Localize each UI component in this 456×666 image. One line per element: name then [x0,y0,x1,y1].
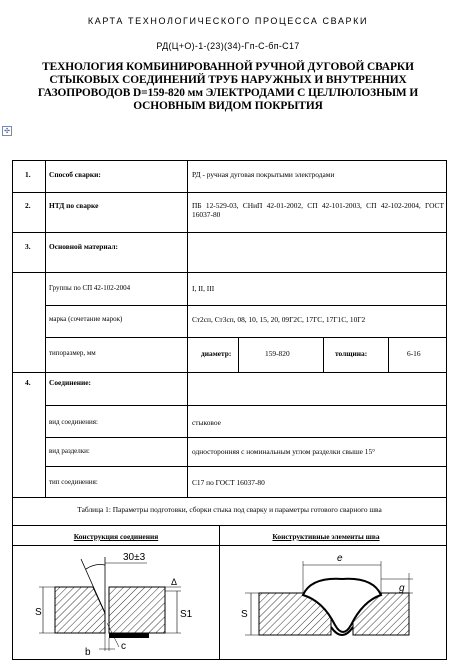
method-label: Способ сварки: [49,170,101,179]
left-plate [55,587,105,633]
title-line: ОСНОВНЫМ ВИДОМ ПОКРЫТИЯ [133,100,323,112]
row-divider [13,192,446,193]
column-divider [187,161,188,497]
groups-value: I, II, III [192,284,215,293]
title-line: ГАЗОПРОВОДОВ D=159-820 мм ЭЛЕКТРОДАМИ С ЦЕЛЛЮЛОЗНЫМ И [37,87,419,99]
method-value: РД - ручная дуговая покрытыми электродами [192,170,335,179]
column-divider [238,337,239,372]
right-plate [109,587,165,633]
standards-label: НТД по сварке [49,201,99,210]
bevel-label: вид разделки: [49,447,90,455]
size-label: типоразмер, мм [49,349,96,357]
standards-value: ПБ 12-529-03, СНиП 42-01-2002, СП 42-101-2003, СП 42-102-2004, ГОСТ 16037-80 [192,201,444,219]
joint-label: Соединение: [49,378,92,387]
diameter-label: диаметр: [201,349,232,358]
column-divider [219,525,220,659]
column-divider [45,161,46,497]
row-divider [13,272,446,273]
s1-label: S1 [180,609,193,620]
row-divider [45,337,446,338]
process-code: РД(Ц+О)-1-(23)(34)-Гп-С-бп-С17 [156,41,300,51]
weld-elements-drawing [223,547,443,659]
row-number: 2. [25,201,31,210]
row-divider [13,545,446,546]
material-label: Основной материал: [49,242,118,251]
title-line: ТЕХНОЛОГИЯ КОМБИНИРОВАННОЙ РУЧНОЙ ДУГОВОЙ СВАРКИ [42,61,414,73]
weld-elements-heading: Конструктивные элементы шва [272,532,380,541]
grades-value: Ст2сп, Ст3сп, 08, 10, 15, 20, 09Г2С, 17ГС, 17Г1С, 10Г2 [192,315,366,324]
angle-label: 30±3 [123,552,146,563]
move-handle-icon[interactable]: ✣ [2,126,12,136]
card-title: КАРТА ТЕХНОЛОГИЧЕСКОГО ПРОЦЕССА СВАРКИ [87,16,369,26]
groups-label: Группы по СП 42-102-2004 [49,284,131,292]
row-divider [45,437,446,438]
row-divider [13,372,446,373]
row-divider [45,466,446,467]
row-divider [45,405,446,406]
row-divider [13,232,446,233]
row-divider [45,305,446,306]
column-divider [388,337,389,372]
joint-type-value: С17 по ГОСТ 16037-80 [192,478,265,487]
joint-kind-label: вид соединения: [49,418,98,426]
bevel-value: односторонняя с номинальным углом разделки свыше 15° [192,447,376,456]
document-title [20,61,436,113]
grades-label: марка (сочетание марок) [49,315,123,323]
row-number: 4. [25,378,31,387]
thickness-value: 6-16 [407,349,421,358]
row-divider [13,497,446,498]
angle-arc [86,565,105,570]
joint-type-label: тип соединения: [49,478,98,486]
joint-design-drawing [15,547,215,659]
c-label: c [121,641,126,652]
s-label: S [35,607,42,618]
table-caption: Таблица 1: Параметры подготовки, сборки стыка под сварку и параметры готового сварного шва [77,505,382,514]
delta-label: Δ [171,577,178,587]
backing-ring [109,633,149,638]
row-number: 3. [25,242,31,251]
e-label: e [337,553,343,564]
s-label: S [241,609,248,620]
title-line: СТЫКОВЫХ СОЕДИНЕНИЙ ТРУБ НАРУЖНЫХ И ВНУТРЕННИХ [49,74,407,86]
column-divider [323,337,324,372]
joint-kind-value: стыковое [192,418,221,427]
joint-design-heading: Конструкция соединения [73,532,159,541]
g-label: g [399,583,405,594]
row-divider [13,525,446,526]
row-number: 1. [25,170,31,179]
diameter-value: 159-820 [265,349,290,358]
thickness-label: толщина: [335,349,368,358]
process-table [12,160,447,660]
b-label: b [85,647,91,658]
